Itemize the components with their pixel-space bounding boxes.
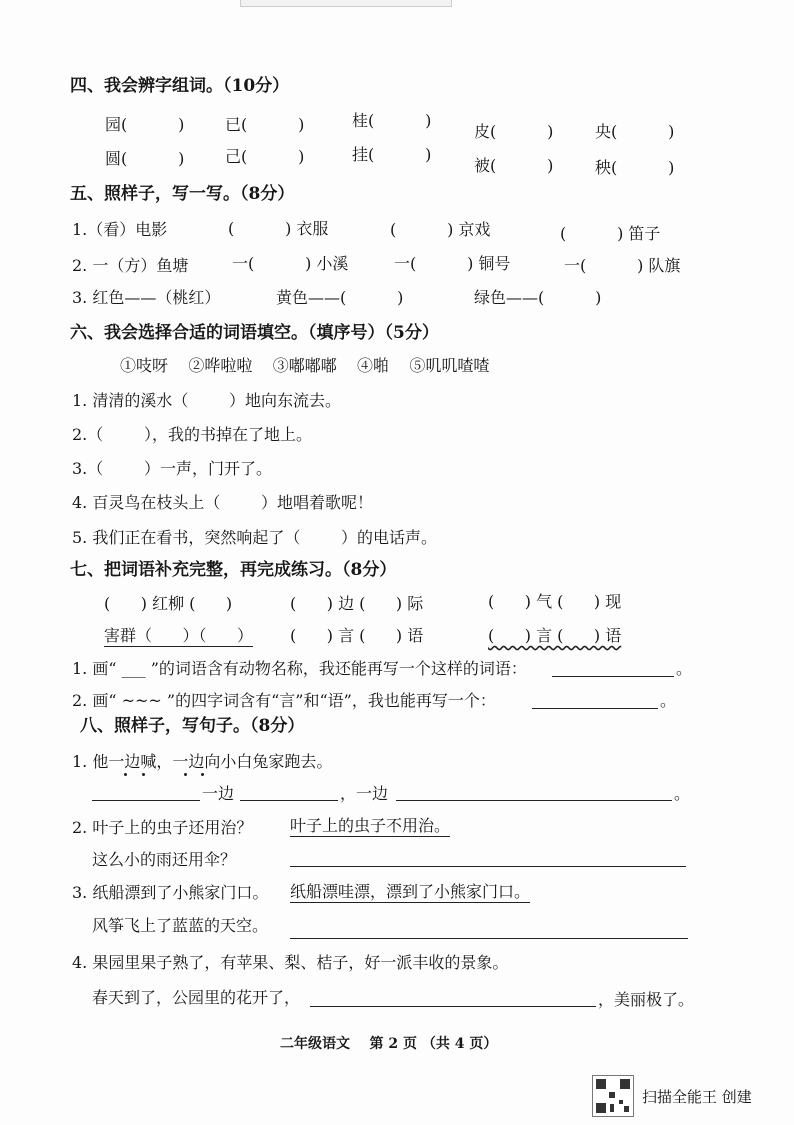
s8-q2b: 这么小的雨还用伞？ bbox=[92, 850, 237, 869]
s7-q2: 2. 画“ ~~~ ”的四字词含有“言”和“语”，我也能再写一个： bbox=[72, 691, 496, 710]
s5-l3-c1: 3. 红色——（桃红） bbox=[72, 288, 221, 307]
s6-q2: 2.（ ），我的书掉在了地上。 bbox=[72, 425, 312, 444]
s6-q1: 1. 清清的溪水（ ）地向东流去。 bbox=[72, 391, 342, 410]
s6-options: ①吱呀 ②哗啦啦 ③嘟嘟嘟 ④啪 ⑤叽叽喳喳 bbox=[120, 356, 490, 375]
s8-q1: 1. 他一边喊，一边向小白兔家跑去。 bbox=[72, 752, 333, 771]
s4-r1-c3: 桂( ) bbox=[352, 111, 432, 130]
qr-code-icon bbox=[592, 1075, 634, 1117]
s8-q2: 2. 叶子上的虫子还用治？ bbox=[72, 818, 253, 837]
s5-l2-c2: 一( ) 小溪 bbox=[232, 254, 349, 273]
s6-q5: 5. 我们正在看书，突然响起了（ ）的电话声。 bbox=[72, 528, 438, 547]
s4-r2-c1: 圆( ) bbox=[105, 149, 185, 168]
s4-r2-c5: 秧( ) bbox=[595, 158, 675, 177]
s5-l1-c3: ( ) 京戏 bbox=[390, 220, 491, 239]
section7-title: 七、把词语补充完整，再完成练习。（8分） bbox=[70, 560, 397, 580]
s5-l1-c1: 1.（看）电影 bbox=[72, 220, 168, 239]
s4-r1-c5: 央( ) bbox=[595, 122, 675, 141]
emphasis-dot bbox=[201, 773, 204, 776]
s5-l1-c4: ( ) 笛子 bbox=[560, 224, 661, 243]
s8-q4: 4. 果园里果子熟了，有苹果、梨、桔子，好一派丰收的景象。 bbox=[72, 953, 509, 972]
s8-q1-end: 。 bbox=[674, 784, 691, 803]
wavy-idiom: ( ) 言 ( ) 语 bbox=[488, 626, 622, 645]
s8-q3b: 风筝飞上了蓝蓝的天空。 bbox=[92, 916, 269, 935]
section8-title: 八、照样子，写句子。（8分） bbox=[80, 716, 305, 736]
s5-l3-c3: 绿色——( ) bbox=[474, 288, 602, 307]
s8-q1-mid1: 一边 bbox=[202, 784, 235, 803]
s5-l3-c2: 黄色——( ) bbox=[276, 288, 404, 307]
section4-title: 四、我会辨字组词。（10分） bbox=[70, 76, 290, 96]
s8-q1-blank-2[interactable] bbox=[240, 800, 338, 801]
s8-q1-mid2: ，一边 bbox=[340, 784, 389, 803]
s6-q4: 4. 百灵鸟在枝头上（ ）地唱着歌呢！ bbox=[72, 493, 374, 512]
page-footer: 二年级语文 第 2 页 （共 4 页） bbox=[280, 1036, 498, 1052]
s5-l2-c4: 一( ) 队旗 bbox=[564, 256, 681, 275]
s4-r2-c4: 被( ) bbox=[474, 156, 554, 175]
s4-r2-c2: 己( ) bbox=[225, 147, 305, 166]
section6-title: 六、我会选择合适的词语填空。（填序号）（5分） bbox=[70, 323, 439, 343]
s8-q2-example: 叶子上的虫子不用治。 bbox=[290, 816, 451, 835]
underlined-idiom: 害群（ ）（ ） bbox=[104, 626, 254, 645]
s7-r1-c1: ( ) 红柳 ( ) bbox=[104, 594, 233, 613]
s7-r2-c1 bbox=[104, 628, 253, 647]
s8-q4-end: ，美丽极了。 bbox=[598, 990, 695, 1009]
scanner-watermark bbox=[592, 1075, 752, 1117]
s6-q3: 3.（ ）一声，门开了。 bbox=[72, 459, 272, 478]
s7-r1-c2: ( ) 边 ( ) 际 bbox=[290, 594, 424, 613]
s4-r2-c3: 挂( ) bbox=[352, 145, 432, 164]
s5-l1-c2: ( ) 衣服 bbox=[228, 219, 329, 238]
emphasis-dot bbox=[184, 773, 187, 776]
s7-r2-c2: ( ) 言 ( ) 语 bbox=[290, 626, 424, 645]
s8-q3: 3. 纸船漂到了小熊家门口。 bbox=[72, 883, 269, 902]
s8-q3-answer-line[interactable] bbox=[290, 938, 688, 939]
s8-q1-blank-1[interactable] bbox=[92, 800, 200, 801]
s4-r1-c2: 已( ) bbox=[225, 115, 305, 134]
s8-q4-answer-line[interactable] bbox=[310, 1006, 596, 1007]
emphasis-dot bbox=[142, 773, 145, 776]
s7-q1-end: 。 bbox=[676, 659, 693, 678]
scanner-label: 扫描全能王 创建 bbox=[642, 1087, 752, 1106]
s7-r1-c3: ( ) 气 ( ) 现 bbox=[488, 592, 622, 611]
s8-q1-blank-3[interactable] bbox=[396, 800, 672, 801]
s4-r1-c1: 园( ) bbox=[105, 115, 185, 134]
s4-r1-c4: 皮( ) bbox=[474, 122, 554, 141]
s8-q4b: 春天到了，公园里的花开了， bbox=[92, 988, 301, 1007]
s8-q2-answer-line[interactable] bbox=[290, 866, 686, 867]
s7-q1: 1. 画“ ___ ”的词语含有动物名称，我还能再写一个这样的词语： bbox=[72, 659, 527, 678]
s5-l2-c1: 2. 一（方）鱼塘 bbox=[72, 256, 189, 275]
section5-title: 五、照样子，写一写。（8分） bbox=[70, 184, 295, 204]
emphasis-dot bbox=[124, 773, 127, 776]
s8-q3-example: 纸船漂哇漂，漂到了小熊家门口。 bbox=[290, 882, 531, 901]
s7-q2-end: 。 bbox=[660, 691, 677, 710]
s7-r2-c3 bbox=[488, 628, 621, 644]
s5-l2-c3: 一( ) 铜号 bbox=[394, 254, 511, 273]
scan-edge bbox=[240, 0, 452, 7]
s7-q2-answer-line[interactable] bbox=[532, 708, 658, 709]
s7-q1-answer-line[interactable] bbox=[552, 676, 674, 677]
